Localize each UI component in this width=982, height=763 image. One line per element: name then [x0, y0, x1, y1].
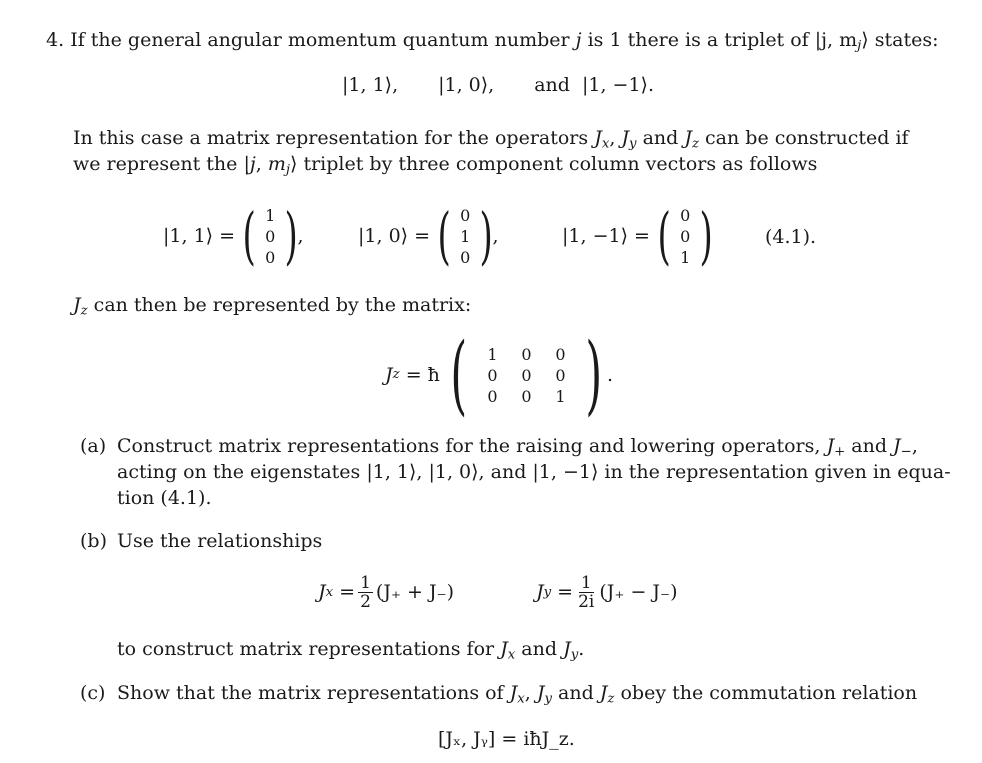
problem-number: 4. — [46, 29, 65, 51]
state-1-1: |1, 1⟩, — [342, 74, 399, 96]
intro-text-3: states: — [868, 29, 939, 51]
para1-text-d: triplet by three component column vectors as follows — [297, 153, 818, 175]
jz-intro: $J_z$ can then be represented by the matrix: — [73, 294, 472, 319]
part-c-label: (c) — [80, 682, 106, 704]
para1-text-a: In this case a matrix representation for the operators — [73, 127, 595, 149]
column-vector: 1 0 0 — [265, 205, 276, 267]
vector-1-m1: |1, −1⟩ = ( 0 0 1 ) — [562, 199, 713, 272]
states-line — [342, 73, 654, 98]
jz-matrix-equation: J z = ħ ( 1 0 0 0 0 0 0 0 1 ) . — [385, 325, 614, 425]
ket-j-mj: |j, $m_j⟩$ — [814, 29, 869, 54]
state-1-m1: |1, −1⟩. — [581, 74, 654, 96]
intro-text-2: is 1 there is a triplet of — [581, 29, 815, 51]
and-word: and — [534, 74, 570, 96]
intro-text: If the general angular momentum quantum number — [70, 29, 576, 51]
vector-ket-label: |1, 0⟩ = — [358, 224, 431, 247]
state-1-0: |1, 0⟩, — [438, 74, 495, 96]
part-b-line1: Use the relationships — [117, 530, 323, 552]
part-b-label: (b) — [80, 530, 107, 552]
jx-relation: J x = $\frac{1}{2}$ (J₊ + J₋) — [318, 573, 455, 612]
problem-statement-line1 — [46, 28, 938, 55]
para1-text-c: we represent the — [73, 153, 244, 175]
column-vector: 0 0 1 — [680, 205, 691, 267]
vector-1-1: |1, 1⟩ = ( 1 0 0 ) , — [163, 199, 304, 272]
equation-label: (4.1). — [765, 226, 817, 248]
part-a-label: (a) — [80, 435, 107, 457]
column-vector: 0 1 0 — [460, 205, 471, 267]
part-a-line2: acting on the eigenstates |1, 1⟩, |1, 0⟩, and |1, −1⟩ in the representation given in equa- — [117, 461, 951, 483]
para1-line2: we represent the |j, $m_j⟩$ triplet by three component column vectors as follows — [73, 153, 818, 178]
j-symbol: j — [575, 29, 582, 51]
jy-rhs: (J₊ − J₋) — [599, 581, 678, 604]
para1-line1: In this case a matrix representation for the operators $J_x$, $J_y$ and $J_z$ can be constructed if — [73, 127, 909, 152]
jz-matrix: 1 0 0 0 0 0 0 0 1 — [487, 344, 566, 406]
part-a-line1: Construct matrix representations for the raising and lowering operators, $J_+$ and $J_-$, — [117, 435, 918, 460]
fraction-half: $\frac{1}{2}$ — [360, 573, 371, 612]
commutation-relation: [Jₓ, Jᵧ] = iħJ_z. — [438, 728, 575, 750]
vector-1-0: |1, 0⟩ = ( 0 1 0 ) , — [358, 199, 499, 272]
part-a-line3: tion (4.1). — [117, 487, 212, 509]
part-c-line1: Show that the matrix representations of $J_x$, $J_y$ and $J_z$ obey the commutation relation — [117, 682, 918, 707]
fraction-half-i: $\frac{1}{2i}$ — [578, 573, 595, 612]
vector-ket-label: |1, 1⟩ = — [163, 224, 236, 247]
jx-rhs: (J₊ + J₋) — [375, 581, 455, 604]
jz-hbar: = ħ — [405, 363, 440, 386]
jy-relation: J y = $\frac{1}{2i}$ (J₊ − J₋) — [536, 573, 678, 612]
vector-ket-label: |1, −1⟩ = — [562, 224, 650, 247]
para1-text-b: can be constructed if — [699, 127, 909, 149]
part-b-line2: to construct matrix representations for $J_x$ and $J_y$. — [117, 638, 585, 663]
